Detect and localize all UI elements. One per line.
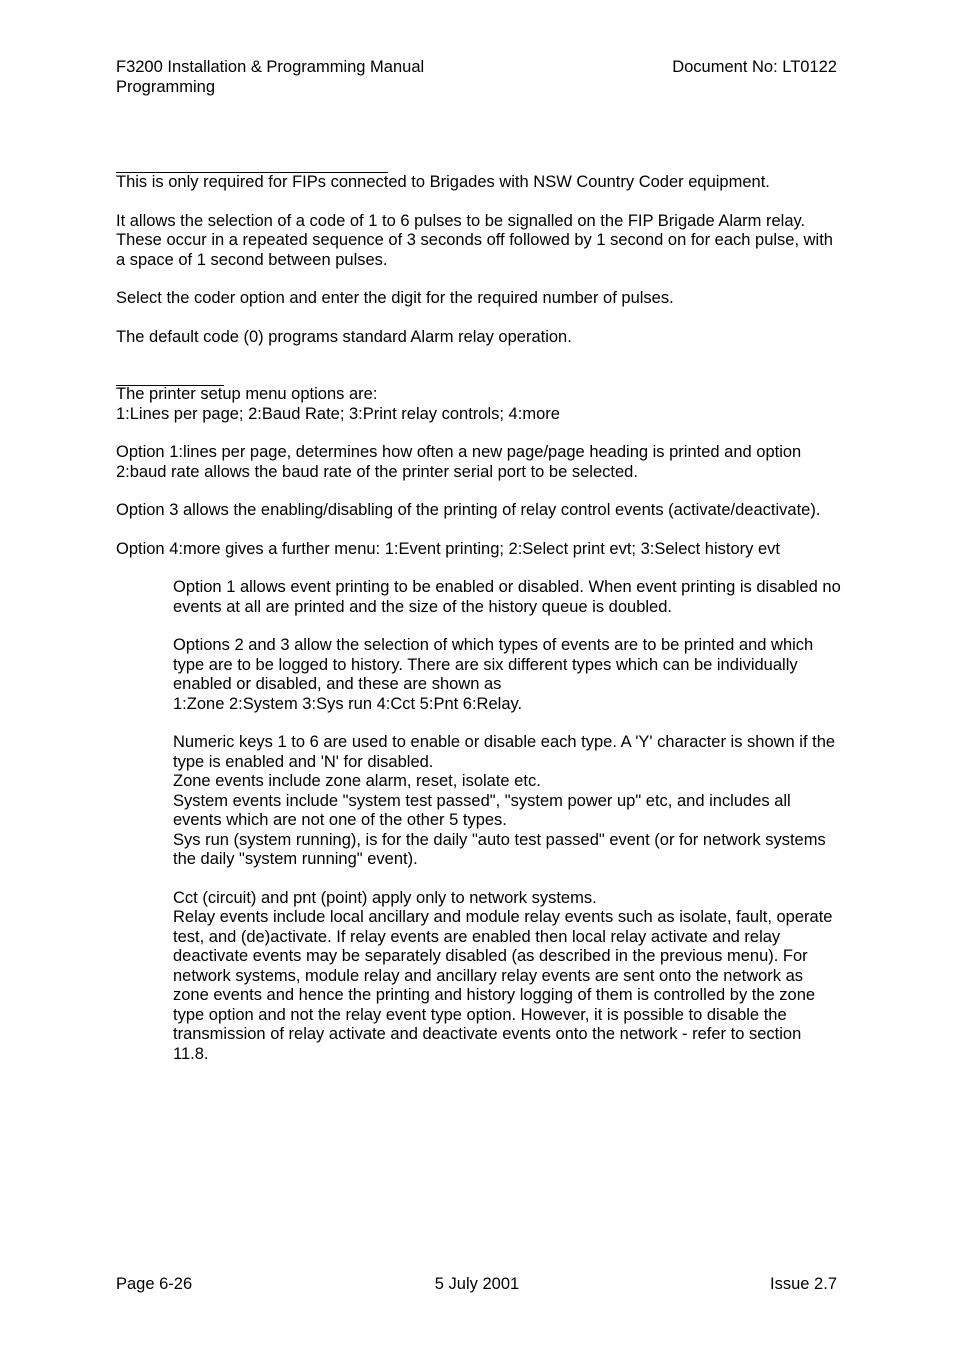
coder-paragraph-2: It allows the selection of a code of 1 to 6 pulses to be signalled on the FIP Brigade Alarm relay. These occur in a repeated sequence of 3 seconds off followed by 1 second on for each pulse, with a space of 1 second between pulses.	[116, 211, 833, 269]
manual-title: F3200 Installation & Programming Manual	[116, 58, 425, 76]
cct-pnt-text: Cct (circuit) and pnt (point) apply only to network systems.	[173, 888, 597, 907]
printer-option-1-2: Option 1:lines per page, determines how often a new page/page heading is printed and option 2:baud rate allows the baud rate of the printer serial port to be selected.	[116, 443, 802, 481]
system-events-text: System events include "system test passed", "system power up" etc, and includes all events which are not one of the other 5 types.	[173, 791, 791, 829]
printer-menu-options: 1:Lines per page; 2:Baud Rate; 3:Print relay controls; 4:more	[116, 404, 560, 423]
zone-events-text: Zone events include zone alarm, reset, isolate etc.	[173, 772, 541, 790]
printer-section	[116, 385, 841, 1064]
footer-date: 5 July 2001	[434, 1275, 520, 1293]
event-type-list: 1:Zone 2:System 3:Sys run 4:Cct 5:Pnt 6:Relay.	[173, 694, 523, 713]
coder-section	[116, 173, 841, 347]
issue-number: Issue 2.7	[770, 1275, 837, 1293]
coder-paragraph-3: Select the coder option and enter the digit for the required number of pulses.	[116, 289, 674, 307]
coder-paragraph-1: This is only required for FIPs connected to Brigades with NSW Country Coder equipment.	[116, 173, 770, 191]
document-number: Document No: LT0122	[672, 58, 837, 76]
page-header-left	[116, 57, 424, 97]
printer-intro: The printer setup menu options are:	[116, 385, 378, 403]
printer-option-4: Option 4:more gives a further menu: 1:Event printing; 2:Select print evt; 3:Select history evt	[116, 539, 780, 558]
relay-events-text: Relay events include local ancillary and module relay events such as isolate, fault, operate test, and (de)activate. If relay events are enabled then local relay activate and relay deactivate events may be separately disabled (as described in the previous menu). For network systems, module relay and ancillary relay events are sent onto the network as zone events and hence the printing and history logging of them is controlled by the zone type option and not the relay event type option. However, it is possible to disable the transmission of relay activate and deactivate events onto the network - refer to section 11.8.	[173, 908, 833, 1063]
printer-option-3: Option 3 allows the enabling/disabling of the printing of relay control events (activate/deactivate).	[116, 501, 821, 519]
page-number: Page 6-26	[116, 1275, 193, 1293]
more-paragraph-2: Options 2 and 3 allow the selection of which types of events are to be printed and which type are to be logged to history. There are six different types which can be individually enabled or disabled, and these are shown as	[173, 636, 814, 693]
numeric-keys-text: Numeric keys 1 to 6 are used to enable or disable each type. A 'Y' character is shown if the type is enabled and 'N' for disabled.	[173, 733, 836, 771]
section-name: Programming	[116, 78, 216, 96]
sys-run-text: Sys run (system running), is for the daily "auto test passed" event (or for network systems the daily "system running" event).	[173, 830, 826, 868]
more-menu-description	[116, 578, 841, 1064]
more-paragraph-1: Option 1 allows event printing to be enabled or disabled. When event printing is disabled no events at all are printed and the size of the history queue is doubled.	[173, 578, 841, 616]
coder-paragraph-4: The default code (0) programs standard Alarm relay operation.	[116, 327, 572, 346]
